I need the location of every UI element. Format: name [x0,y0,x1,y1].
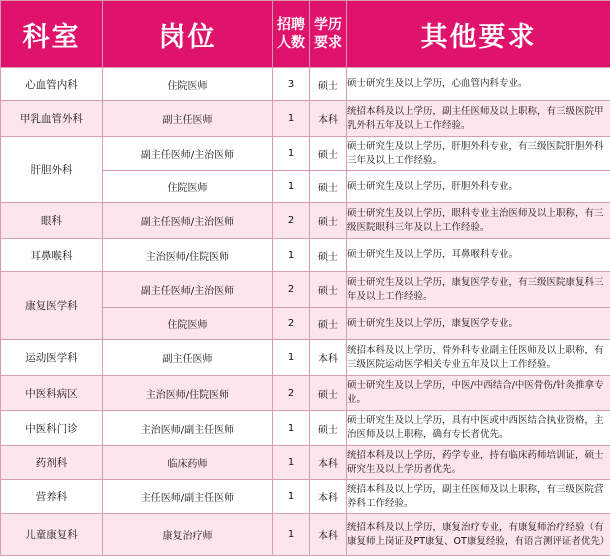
position-cell: 副主任医师/主治医师 [103,137,273,171]
dept-cell: 甲乳血管外科 [1,101,103,137]
position-cell: 副主任医师/主治医师 [103,203,273,239]
requirement-cell: 硕士研究生及以上学历，心血管内科专业。 [347,68,610,101]
count-cell: 1 [273,101,310,137]
requirement-cell: 统招本科及以上学历，副主任医师及以上职称，有三级医院营养科工作经验。 [347,480,610,514]
education-cell: 硕士 [310,171,347,203]
count-cell: 1 [273,411,310,446]
position-cell: 住院医师 [103,68,273,101]
count-cell: 2 [273,308,310,340]
dept-cell: 药剂科 [1,446,103,480]
dept-cell: 肝胆外科 [1,137,103,203]
requirement-cell: 硕士研究生及以上学历，耳鼻喉科专业。 [347,239,610,272]
requirement-cell: 统招本科及以上学历，骨外科专业副主任医师及以上职称，有三级医院运动医学相关专业五年及以上工作经验。 [347,340,610,376]
dept-cell: 康复医学科 [1,272,103,340]
header-dept: 科室 [1,1,103,68]
count-cell: 1 [273,239,310,272]
education-cell: 硕士 [310,308,347,340]
count-cell: 1 [273,514,310,556]
table-row [1,68,610,101]
education-cell: 本科 [310,446,347,480]
table-row [1,101,610,137]
requirement-cell: 硕士研究生及以上学历，康复医学专业，有三级医院康复科三年及以上工作经验。 [347,272,610,308]
position-cell: 副主任医师 [103,101,273,137]
count-cell: 2 [273,376,310,411]
requirement-cell: 硕士研究生及以上学历，眼科专业主治医师及以上职称，有三级医院眼科三年及以上工作经验。 [347,203,610,239]
requirement-cell: 硕士研究生及以上学历，具有中医或中西医结合执业资格，主治医师及以上职称，确有专长者优先。 [347,411,610,446]
education-cell: 硕士 [310,272,347,308]
count-cell: 3 [273,68,310,101]
table-row [1,446,610,480]
position-cell: 主治医师/住院医师 [103,376,273,411]
requirement-cell: 统招本科及以上学历，药学专业，持有临床药师培训证，硕士研究生及以上学历者优先。 [347,446,610,480]
education-cell: 本科 [310,101,347,137]
count-cell: 1 [273,137,310,171]
table-row [1,340,610,376]
count-cell: 2 [273,272,310,308]
count-cell: 2 [273,203,310,239]
dept-cell: 运动医学科 [1,340,103,376]
header-other: 其他要求 [347,1,610,68]
header-education: 学历要求 [310,1,347,68]
requirement-cell: 硕士研究生及以上学历，肝胆外科专业。 [347,171,610,203]
dept-cell: 耳鼻喉科 [1,239,103,272]
header-count: 招聘人数 [273,1,310,68]
education-cell: 硕士 [310,137,347,171]
table-row [1,411,610,446]
requirement-cell: 硕士研究生及以上学历，肝胆外科专业，有三级医院肝胆外科三年及以上工作经验。 [347,137,610,171]
dept-cell: 心血管内科 [1,68,103,101]
requirement-cell: 统招本科及以上学历，副主任医师及以上职称，有三级医院甲乳外科五年及以上工作经验。 [347,101,610,137]
table-row [1,514,610,556]
position-cell: 主治医师/副主任医师 [103,411,273,446]
table-row [1,480,610,514]
table-row [1,376,610,411]
count-cell: 1 [273,446,310,480]
position-cell: 主治医师/住院医师 [103,239,273,272]
position-cell: 临床药师 [103,446,273,480]
position-cell: 副主任医师/主治医师 [103,272,273,308]
position-cell: 住院医师 [103,171,273,203]
position-cell: 住院医师 [103,308,273,340]
position-cell: 康复治疗师 [103,514,273,556]
dept-cell: 中医科病区 [1,376,103,411]
requirement-cell: 统招本科及以上学历，康复治疗专业，有康复师治疗经验（有康复师上岗证及PT康复、OT康复经验，有语言测评证者优先） [347,514,610,556]
requirement-cell: 硕士研究生及以上学历，康复医学专业。 [347,308,610,340]
requirement-cell: 硕士研究生及以上学历，中医/中西结合/中医骨伤/针灸推拿专业。 [347,376,610,411]
education-cell: 本科 [310,480,347,514]
count-cell: 1 [273,340,310,376]
education-cell: 硕士 [310,68,347,101]
table-header-row [1,1,610,68]
dept-cell: 营养科 [1,480,103,514]
count-cell: 1 [273,480,310,514]
dept-cell: 眼科 [1,203,103,239]
education-cell: 本科 [310,340,347,376]
table-row [1,203,610,239]
education-cell: 硕士 [310,411,347,446]
position-cell: 副主任医师 [103,340,273,376]
dept-cell: 儿童康复科 [1,514,103,556]
position-cell: 主任医师/副主任医师 [103,480,273,514]
table-row [1,137,610,171]
table-row [1,272,610,308]
education-cell: 硕士 [310,376,347,411]
header-position: 岗位 [103,1,273,68]
table-row [1,239,610,272]
education-cell: 硕士 [310,239,347,272]
education-cell: 本科 [310,514,347,556]
dept-cell: 中医科门诊 [1,411,103,446]
count-cell: 1 [273,171,310,203]
education-cell: 硕士 [310,203,347,239]
